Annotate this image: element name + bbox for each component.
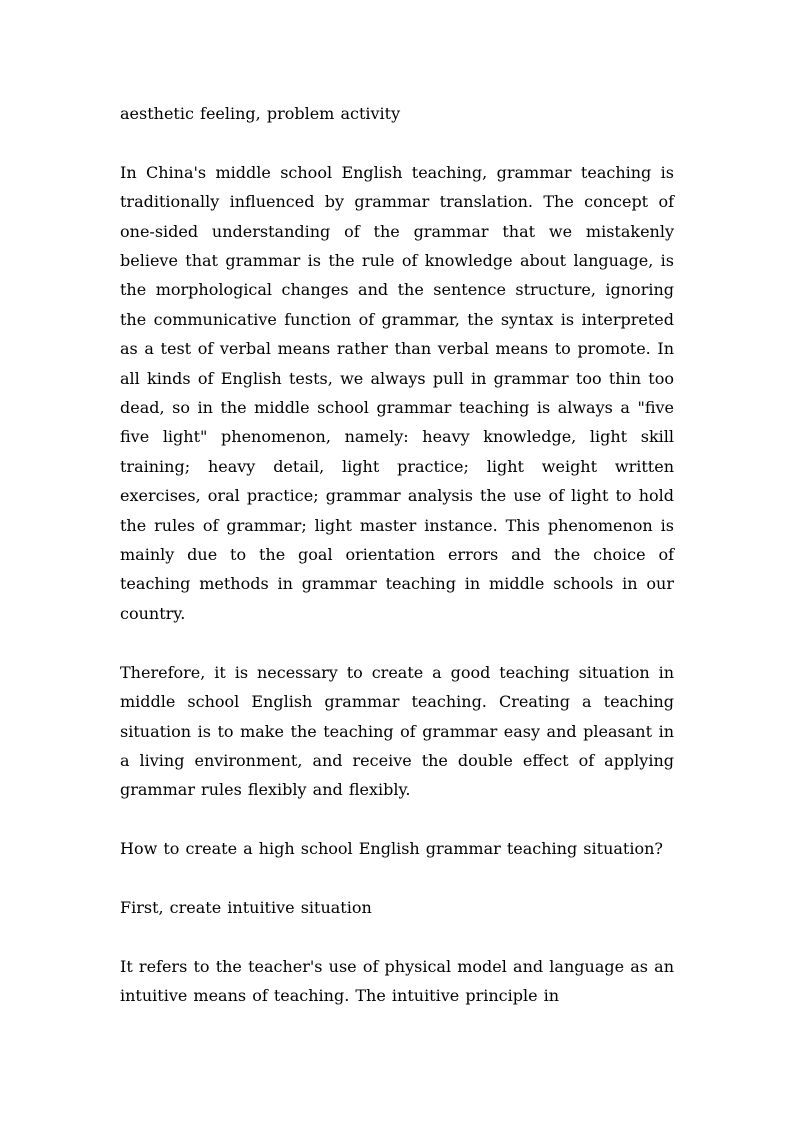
paragraph-intuitive-means: It refers to the teacher's use of physical model and language as an intuitive means of teaching. The intuitive principle in: [120, 956, 674, 1006]
document-body: [120, 99, 674, 1011]
paragraph-keywords: aesthetic feeling, problem activity: [120, 104, 401, 123]
paragraph-grammar-teaching-problem: In China's middle school English teaching, grammar teaching is traditionally influenced by grammar translation. The concept of one-sided understanding of the grammar that we mistakenly believe that grammar is the rule of knowledge about language, is the morphological changes and the sentence structure, ignoring the communicative function of grammar, the syntax is interpreted as a test of verbal means rather than verbal means to promote. In all kinds of English tests, we always pull in grammar too thin too dead, so in the middle school grammar teaching is always a "five five light" phenomenon, namely: heavy knowledge, light skill training; heavy detail, light practice; light weight written exercises, oral practice; grammar analysis the use of light to hold the rules of grammar; light master instance. This phenomenon is mainly due to the goal orientation errors and the choice of teaching methods in grammar teaching in middle schools in our country.: [120, 162, 674, 623]
paragraph-question: How to create a high school English grammar teaching situation?: [120, 839, 663, 859]
section-heading-intuitive-situation: First, create intuitive situation: [120, 897, 372, 917]
paragraph-teaching-situation: Therefore, it is necessary to create a good teaching situation in middle school English grammar teaching. Creating a teaching situation is to make the teaching of grammar easy and pleasant in a living environment, and receive the double effect of applying grammar rules flexibly and flexibly.: [120, 662, 674, 800]
